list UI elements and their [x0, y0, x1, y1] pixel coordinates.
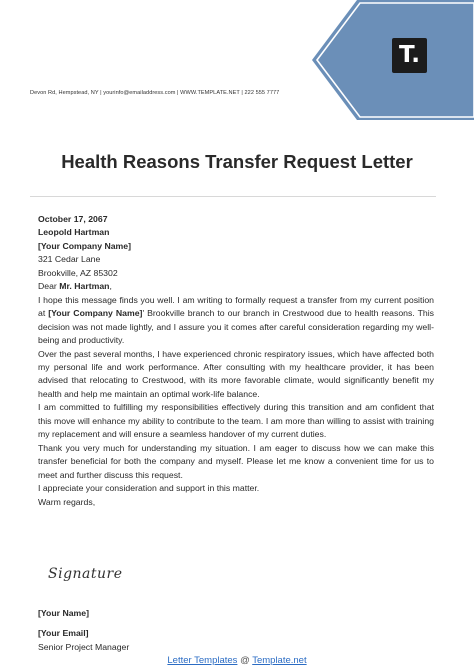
sender-email: [Your Email] — [38, 628, 89, 639]
logo-letter: T. — [399, 42, 420, 68]
letter-date: October 17, 2067 — [38, 214, 108, 224]
salutation — [38, 280, 434, 293]
closing: Warm regards, — [38, 496, 96, 507]
page-title: Health Reasons Transfer Request Letter — [61, 151, 413, 172]
letter-templates-link[interactable]: Letter Templates — [167, 655, 238, 666]
signature-block — [38, 607, 129, 654]
paragraph-1 — [38, 294, 434, 348]
recipient-name: Leopold Hartman — [38, 227, 110, 238]
paragraph-2: Over the past several months, I have experienced chronic respiratory issues, which have affected both my personal life and work performance. After consulting with my healthcare provider, it has been advised that relocating to Crestwood, with its more favorable climate, would significantly benefit my health and help me maintain an optimal work-life balance. — [38, 348, 434, 399]
sender-role: Senior Project Manager — [38, 641, 130, 652]
salutation-suffix: , — [109, 281, 112, 292]
recipient-company: [Your Company Name] — [38, 240, 131, 251]
footer — [0, 655, 474, 666]
paragraph-4: Thank you very much for understanding my situation. I am eager to discuss how we can make this transfer beneficial for both the company and myself. Please let me know a convenient time for us to meet and further discuss this request. — [38, 442, 434, 480]
title-divider — [30, 196, 436, 197]
footer-separator: @ — [237, 655, 253, 666]
paragraph-1-company: [Your Company Name] — [48, 308, 143, 319]
recipient-address-line1: 321 Cedar Lane — [38, 254, 101, 265]
signature-gap — [38, 620, 129, 627]
template-net-link[interactable]: Template.net — [252, 655, 307, 666]
salutation-name: Mr. Hartman — [59, 281, 110, 292]
recipient-address-line2: Brookville, AZ 85302 — [38, 267, 118, 278]
letter-body — [38, 213, 434, 509]
contact-line: Devon Rd, Hempstead, NY | yourinfo@emailaddress.com | WWW.TEMPLATE.NET | 222 555 7777 — [30, 90, 280, 96]
salutation-prefix: Dear — [38, 281, 60, 292]
sender-name: [Your Name] — [38, 608, 90, 618]
paragraph-1-end: ' Brookville branch to our branch in Crestwood due to health reasons. This decision was not made lightly, and I assure you it comes after careful consideration regarding my well-being and productivity. — [38, 308, 434, 346]
paragraph-3: I am committed to fulfilling my responsibilities effectively during this transition and am confident that this move will enhance my ability to contribute to the team. I am more than willing to assist with training my replacement and will ensure a seamless handover of my current duties. — [38, 402, 434, 440]
signature: Signature — [48, 566, 123, 582]
template-logo — [392, 38, 427, 73]
paragraph-1-start: I hope this message finds you well. I am writing to formally request a transfer from my current position at — [38, 294, 434, 319]
paragraph-5: I appreciate your consideration and support in this matter. — [38, 483, 260, 494]
